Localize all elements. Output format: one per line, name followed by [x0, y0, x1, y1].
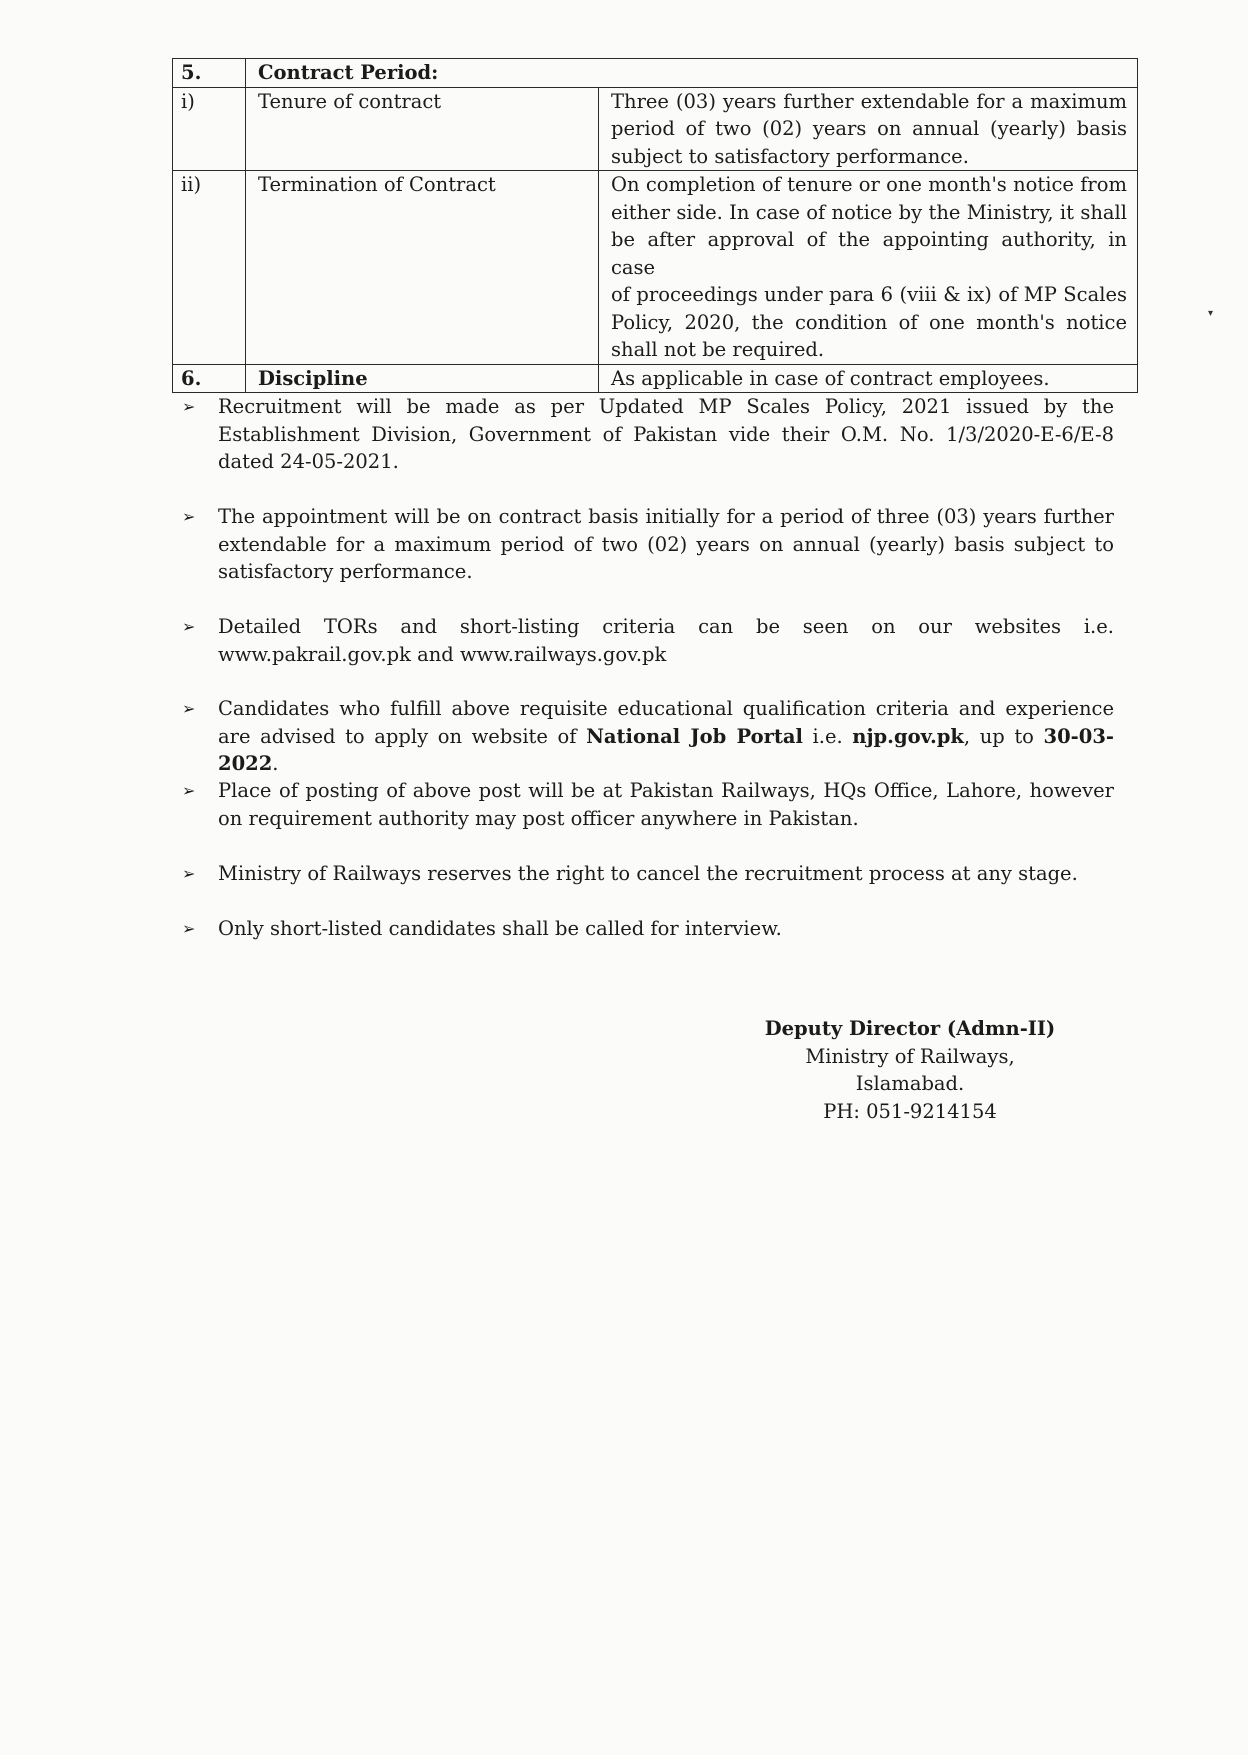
bullet-line: Candidates who fulfill above requisite educational qualification criteria and experience — [218, 697, 1114, 720]
list-item — [182, 503, 1114, 586]
portal-name: National Job Portal — [586, 724, 803, 748]
bullet-line: Ministry of Railways reserves the right to cancel the recruitment process at any stage. — [218, 862, 1078, 885]
row-number: 6. — [173, 364, 246, 393]
bullet-text: i.e. — [802, 724, 853, 748]
bullet-line: satisfactory performance. — [218, 560, 473, 583]
bullet-line: The appointment will be on contract basis initially for a period of three (03) years further — [218, 505, 1114, 528]
row-number: ii) — [173, 171, 246, 365]
row-label: Tenure of contract — [246, 87, 599, 171]
value-line: On completion of tenure or one month's notice from — [611, 173, 1127, 196]
arrow-bullet-icon: ➢ — [182, 781, 196, 800]
arrow-bullet-icon: ➢ — [182, 864, 196, 883]
list-item — [182, 915, 1114, 943]
bullet-line: Recruitment will be made as per Updated MP Scales Policy, 2021 issued by the — [218, 395, 1114, 418]
list-item — [182, 777, 1114, 832]
value-line: be after approval of the appointing authority, in case — [611, 228, 1127, 279]
list-item — [182, 613, 1114, 668]
contract-terms-table — [172, 58, 1138, 393]
value-line: either side. In case of notice by the Ministry, it shall — [611, 200, 1127, 224]
table-row — [173, 87, 1138, 171]
bullet-line: www.pakrail.gov.pk and www.railways.gov.pk — [218, 642, 667, 666]
signatory-phone: PH: 051-9214154 — [823, 1099, 997, 1123]
table-row — [173, 171, 1138, 365]
bullet-line: Only short-listed candidates shall be called for interview. — [218, 917, 782, 940]
table-row — [173, 364, 1138, 393]
arrow-bullet-icon: ➢ — [182, 617, 196, 636]
scan-speck: ▾ — [1208, 308, 1214, 319]
bullet-line: dated 24-05-2021. — [218, 450, 399, 473]
arrow-bullet-icon: ➢ — [182, 919, 196, 938]
value-line: subject to satisfactory performance. — [611, 144, 969, 168]
bullet-line: Place of posting of above post will be at Pakistan Railways, HQs Office, Lahore, however — [218, 779, 1114, 802]
bullet-text: are advised to apply on website of — [218, 724, 587, 748]
arrow-bullet-icon: ➢ — [182, 507, 196, 526]
row-value — [599, 171, 1138, 365]
row-number: 5. — [173, 59, 246, 88]
list-item — [182, 393, 1114, 476]
list-item — [182, 695, 1114, 778]
row-value — [599, 364, 1138, 393]
section-heading: Contract Period: — [246, 59, 1138, 88]
bullet-line: extendable for a maximum period of two (02) years on annual (yearly) basis subject to — [218, 532, 1114, 556]
value-line: Three (03) years further extendable for a maximum — [611, 89, 1127, 113]
deadline-date: 30-03-2022 — [218, 724, 1114, 775]
signatory-city: Islamabad. — [855, 1072, 965, 1095]
bullet-text: , up to — [963, 724, 1044, 748]
portal-website: njp.gov.pk — [852, 724, 964, 748]
value-line: of proceedings under para 6 (viii & ix) of MP Scales — [611, 283, 1127, 306]
bullet-line: Detailed TORs and short-listing criteria can be seen on our websites i.e. — [218, 615, 1114, 638]
bullet-text: . — [272, 752, 279, 775]
bullet-line: on requirement authority may post officer anywhere in Pakistan. — [218, 806, 859, 830]
value-line: shall not be required. — [611, 338, 825, 361]
signatory-organization: Ministry of Railways, — [805, 1044, 1015, 1068]
row-value — [599, 87, 1138, 171]
table-row — [173, 59, 1138, 88]
row-label: Termination of Contract — [246, 171, 599, 365]
bullet-line — [218, 723, 1114, 778]
value-line: period of two (02) years on annual (yearly) basis — [611, 117, 1127, 140]
signature-block — [740, 1015, 1080, 1125]
value-line: As applicable in case of contract employees. — [611, 366, 1050, 390]
bullet-line: Establishment Division, Government of Pakistan vide their O.M. No. 1/3/2020-E-6/E-8 — [218, 422, 1114, 446]
list-item — [182, 860, 1114, 888]
row-number: i) — [173, 87, 246, 171]
row-label: Discipline — [246, 364, 599, 393]
signatory-title: Deputy Director (Admn-II) — [764, 1017, 1056, 1040]
arrow-bullet-icon: ➢ — [182, 699, 196, 718]
value-line: Policy, 2020, the condition of one month's notice — [611, 310, 1127, 334]
arrow-bullet-icon: ➢ — [182, 397, 196, 416]
